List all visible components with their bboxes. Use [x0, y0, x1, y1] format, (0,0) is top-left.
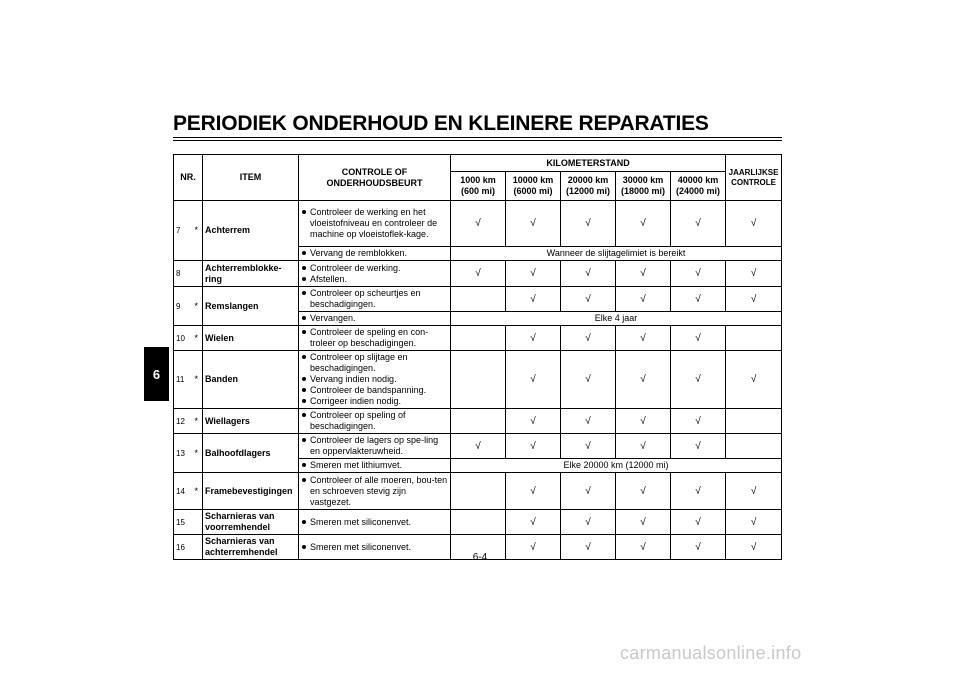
procedure-steps: [301, 460, 448, 471]
row-number: 15: [174, 510, 191, 535]
page-title: PERIODIEK ONDERHOUD EN KLEINERE REPARATIES: [173, 112, 709, 135]
interval-check-cell: √: [506, 351, 561, 409]
interval-check-cell: √: [671, 510, 726, 535]
interval-check-cell: √: [616, 326, 671, 351]
annual-check-cell: √: [726, 261, 782, 287]
interval-note: Elke 4 jaar: [451, 312, 782, 326]
interval-check-cell: √: [561, 261, 616, 287]
row-procedure: [299, 473, 451, 510]
procedure-steps: [301, 207, 448, 240]
procedure-steps: [301, 542, 448, 553]
interval-check-cell: √: [616, 201, 671, 247]
mi-label: (12000 mi): [565, 186, 611, 196]
procedure-step: Controleer de werking.: [301, 263, 448, 274]
interval-check-cell: √: [506, 287, 561, 312]
interval-check-cell: √: [616, 261, 671, 287]
header-km-20000: [561, 172, 616, 201]
interval-check-cell: [451, 510, 506, 535]
procedure-steps: [301, 352, 448, 407]
table-row: [174, 473, 782, 510]
row-item: Achterremblokke-ring: [203, 261, 299, 287]
interval-check-cell: [451, 326, 506, 351]
maintenance-table: [173, 154, 782, 560]
row-procedure: [299, 247, 451, 261]
row-star-marker: *: [191, 473, 203, 510]
annual-check-cell: √: [726, 201, 782, 247]
interval-check-cell: √: [561, 409, 616, 434]
procedure-steps: [301, 435, 448, 457]
interval-check-cell: √: [671, 434, 726, 459]
interval-check-cell: √: [671, 351, 726, 409]
row-procedure: [299, 434, 451, 459]
procedure-step: Corrigeer indien nodig.: [301, 396, 448, 407]
row-item: Scharnieras van voorremhendel: [203, 510, 299, 535]
procedure-steps: [301, 288, 448, 310]
interval-check-cell: √: [506, 409, 561, 434]
interval-check-cell: √: [671, 287, 726, 312]
row-number: 14: [174, 473, 191, 510]
procedure-steps: [301, 248, 448, 259]
interval-check-cell: √: [671, 409, 726, 434]
row-star-marker: *: [191, 351, 203, 409]
interval-check-cell: √: [506, 201, 561, 247]
table-row: [174, 261, 782, 287]
row-star-marker: [191, 510, 203, 535]
footer-watermark: carmanualsonline.info: [620, 643, 802, 663]
interval-check-cell: √: [451, 201, 506, 247]
interval-check-cell: √: [616, 351, 671, 409]
procedure-step: Controleer de speling en con-troleer op beschadigingen.: [301, 327, 448, 349]
interval-check-cell: √: [671, 261, 726, 287]
row-procedure: [299, 351, 451, 409]
row-procedure: [299, 312, 451, 326]
table-row: [174, 201, 782, 247]
annual-check-cell: [726, 434, 782, 459]
mi-label: (6000 mi): [513, 186, 553, 196]
row-item: Scharnieras van achterremhendel: [203, 535, 299, 560]
procedure-steps: [301, 517, 448, 528]
interval-check-cell: √: [561, 510, 616, 535]
row-star-marker: *: [191, 201, 203, 261]
row-item: Banden: [203, 351, 299, 409]
interval-check-cell: [451, 287, 506, 312]
procedure-step: Afstellen.: [301, 274, 448, 285]
row-star-marker: [191, 535, 203, 560]
interval-check-cell: √: [616, 434, 671, 459]
interval-check-cell: √: [561, 473, 616, 510]
procedure-step: Controleer op speling of beschadigingen.: [301, 410, 448, 432]
chapter-tab: 6: [144, 347, 169, 401]
row-item: Wiellagers: [203, 409, 299, 434]
interval-check-cell: √: [561, 434, 616, 459]
row-number: 16: [174, 535, 191, 560]
row-star-marker: [191, 261, 203, 287]
procedure-step: Controleer de bandspanning.: [301, 385, 448, 396]
table-row: [174, 326, 782, 351]
table-row: [174, 434, 782, 459]
mi-label: (600 mi): [460, 186, 495, 196]
procedure-step: Controleer op scheurtjes en beschadigingen.: [301, 288, 448, 310]
procedure-steps: [301, 410, 448, 432]
maintenance-table-body: [174, 201, 782, 560]
table-row: [174, 351, 782, 409]
km-label: 10000 km: [512, 175, 554, 185]
interval-check-cell: √: [451, 261, 506, 287]
row-number: 10: [174, 326, 191, 351]
row-item: Remslangen: [203, 287, 299, 326]
procedure-step: Controleer de lagers op spe-ling en oppervlakteruwheid.: [301, 435, 448, 457]
annual-check-cell: [726, 326, 782, 351]
annual-check-cell: [726, 409, 782, 434]
header-kilometerstand: KILOMETERSTAND: [451, 155, 726, 172]
annual-check-cell: √: [726, 473, 782, 510]
procedure-steps: [301, 313, 448, 324]
annual-check-cell: √: [726, 535, 782, 560]
interval-check-cell: √: [506, 326, 561, 351]
row-star-marker: *: [191, 409, 203, 434]
annual-check-cell: √: [726, 510, 782, 535]
header-km-10000: [506, 172, 561, 201]
procedure-steps: [301, 327, 448, 349]
interval-check-cell: √: [616, 510, 671, 535]
row-number: 11: [174, 351, 191, 409]
mi-label: (24000 mi): [676, 186, 721, 196]
row-procedure: [299, 261, 451, 287]
procedure-step: Vervang indien nodig.: [301, 374, 448, 385]
interval-check-cell: √: [506, 510, 561, 535]
page-number: 6-4: [472, 552, 488, 563]
row-procedure: [299, 535, 451, 560]
interval-check-cell: √: [561, 326, 616, 351]
procedure-step: Controleer de werking en het vloeistofniveau en controleer de machine op vloeistoflek-kage.: [301, 207, 448, 240]
row-item: Framebevestigingen: [203, 473, 299, 510]
interval-check-cell: √: [451, 434, 506, 459]
interval-check-cell: √: [616, 473, 671, 510]
interval-check-cell: [451, 409, 506, 434]
row-item: Balhoofdlagers: [203, 434, 299, 473]
interval-note: Wanneer de slijtagelimiet is bereikt: [451, 247, 782, 261]
row-procedure: [299, 459, 451, 473]
table-row: [174, 287, 782, 312]
row-number: 8: [174, 261, 191, 287]
header-km-1000: [451, 172, 506, 201]
row-number: 12: [174, 409, 191, 434]
row-item: Achterrem: [203, 201, 299, 261]
interval-check-cell: √: [671, 535, 726, 560]
km-label: 20000 km: [567, 175, 609, 185]
interval-check-cell: √: [671, 473, 726, 510]
header-item: ITEM: [203, 155, 299, 201]
interval-check-cell: √: [671, 326, 726, 351]
header-jaarlijkse-controle: JAARLIJKSE CONTROLE: [726, 155, 782, 201]
interval-check-cell: √: [616, 287, 671, 312]
interval-check-cell: √: [506, 434, 561, 459]
procedure-step: Controleer of alle moeren, bou-ten en schroeven stevig zijn vastgezet.: [301, 475, 448, 508]
title-rule-top: [173, 137, 782, 138]
procedure-steps: [301, 475, 448, 508]
interval-check-cell: [451, 351, 506, 409]
row-number: 9: [174, 287, 191, 326]
row-procedure: [299, 201, 451, 247]
interval-check-cell: √: [616, 409, 671, 434]
km-label: 30000 km: [622, 175, 664, 185]
row-procedure: [299, 409, 451, 434]
row-item: Wielen: [203, 326, 299, 351]
annual-check-cell: √: [726, 287, 782, 312]
title-rule-bottom: [173, 140, 782, 141]
row-number: 7: [174, 201, 191, 261]
procedure-step: Smeren met siliconenvet.: [301, 542, 448, 553]
row-procedure: [299, 510, 451, 535]
mi-label: (18000 mi): [620, 186, 666, 196]
procedure-steps: [301, 263, 448, 285]
km-label: 1000 km: [460, 175, 496, 185]
row-procedure: [299, 287, 451, 312]
interval-check-cell: √: [616, 535, 671, 560]
interval-check-cell: √: [561, 201, 616, 247]
row-star-marker: *: [191, 434, 203, 473]
procedure-step: Controleer op slijtage en beschadigingen.: [301, 352, 448, 374]
procedure-step: Smeren met siliconenvet.: [301, 517, 448, 528]
interval-check-cell: √: [561, 535, 616, 560]
table-row: [174, 409, 782, 434]
interval-check-cell: √: [506, 535, 561, 560]
header-controle: CONTROLE OF ONDERHOUDSBEURT: [299, 155, 451, 201]
interval-check-cell: √: [671, 201, 726, 247]
row-number: 13: [174, 434, 191, 473]
procedure-step: Vervangen.: [301, 313, 448, 324]
header-nr: NR.: [174, 155, 203, 201]
header-km-40000: [671, 172, 726, 201]
interval-check-cell: √: [506, 261, 561, 287]
header-km-30000: [616, 172, 671, 201]
interval-note: Elke 20000 km (12000 mi): [451, 459, 782, 473]
row-procedure: [299, 326, 451, 351]
procedure-step: Smeren met lithiumvet.: [301, 460, 448, 471]
interval-check-cell: √: [506, 473, 561, 510]
row-star-marker: *: [191, 287, 203, 326]
interval-check-cell: √: [561, 287, 616, 312]
interval-check-cell: [451, 473, 506, 510]
procedure-step: Vervang de remblokken.: [301, 248, 448, 259]
row-star-marker: *: [191, 326, 203, 351]
interval-check-cell: √: [561, 351, 616, 409]
table-row: [174, 510, 782, 535]
annual-check-cell: √: [726, 351, 782, 409]
km-label: 40000 km: [677, 175, 719, 185]
